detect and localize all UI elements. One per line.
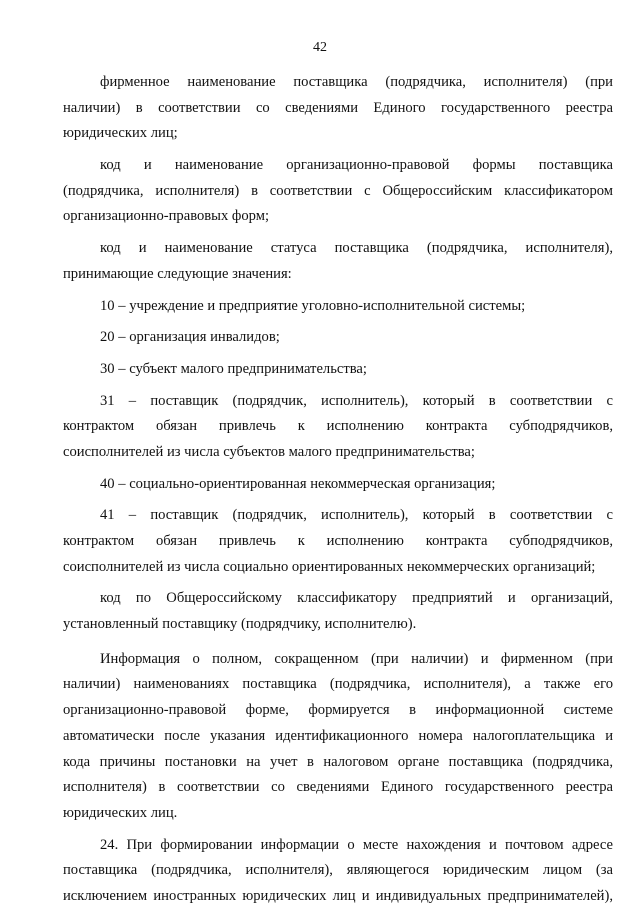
text-line: 20 – организация инвалидов; [100, 329, 280, 346]
text-line: 30 – субъект малого предпринимательства; [100, 360, 367, 377]
text-line: 10 – учреждение и предприятие уголовно-исполнительной системы; [100, 297, 526, 314]
text-line: установленный поставщику (подрядчику, исполнителю). [63, 616, 417, 633]
text-line: юридических лиц. [63, 804, 178, 821]
paragraph-gap [63, 638, 613, 647]
text-line: 24. При формировании информации о месте нахождения и почтовом адресе [100, 836, 613, 853]
text-line: наличии) в соответствии со сведениями Единого государственного реестра [63, 99, 613, 116]
text-line: соисполнителей из числа субъектов малого предпринимательства; [63, 443, 475, 460]
text-line: автоматически после указания идентификационного номера налогоплательщика и [63, 727, 613, 744]
body-text [63, 70, 613, 910]
text-line: поставщика (подрядчика, исполнителя), являющегося юридическим лицом (за [63, 862, 613, 879]
text-line: организационно-правовой форме, формируется в информационной системе [63, 702, 613, 719]
text-line: фирменное наименование поставщика (подрядчика, исполнителя) (при [100, 74, 613, 90]
text-line: контрактом обязан привлечь к исполнению контракта субподрядчиков, [63, 418, 613, 435]
text-line: контрактом обязан привлечь к исполнению контракта субподрядчиков, [63, 533, 613, 549]
text-line: соисполнителей из числа социально ориентированных некоммерческих организаций; [63, 558, 596, 575]
text-line: (подрядчика, исполнителя) в соответствии с Общероссийским классификатором [63, 182, 613, 199]
text-line: Информация о полном, сокращенном (при наличии) и фирменном (при [100, 650, 613, 667]
text-line: принимающие следующие значения: [63, 265, 292, 282]
page-number: 42 [313, 40, 327, 55]
text-line: исполнителя) в соответствии со сведениями Единого государственного реестра [63, 779, 613, 796]
text-line: 40 – социально-ориентированная некоммерческая организация; [100, 475, 496, 492]
text-line: код и наименование организационно-правовой формы поставщика [100, 157, 613, 174]
text-line: 41 – поставщик (подрядчик, исполнитель), который в соответствии с [100, 507, 613, 524]
text-line: 31 – поставщик (подрядчик, исполнитель), который в соответствии с [100, 392, 613, 409]
text-line: кода причины постановки на учет в налоговом органе поставщика (подрядчика, [63, 753, 613, 770]
text-line: организационно-правовых форм; [63, 208, 270, 225]
text-line: наличии) наименованиях поставщика (подрядчика, исполнителя), а также его [63, 676, 613, 693]
text-line: юридических лиц; [63, 125, 178, 142]
text-line: код по Общероссийскому классификатору предприятий и организаций, [100, 590, 613, 607]
text-line: код и наименование статуса поставщика (подрядчика, исполнителя), [100, 240, 613, 257]
text-line: исключением иностранных юридических лиц и индивидуальных предпринимателей), [63, 887, 613, 904]
